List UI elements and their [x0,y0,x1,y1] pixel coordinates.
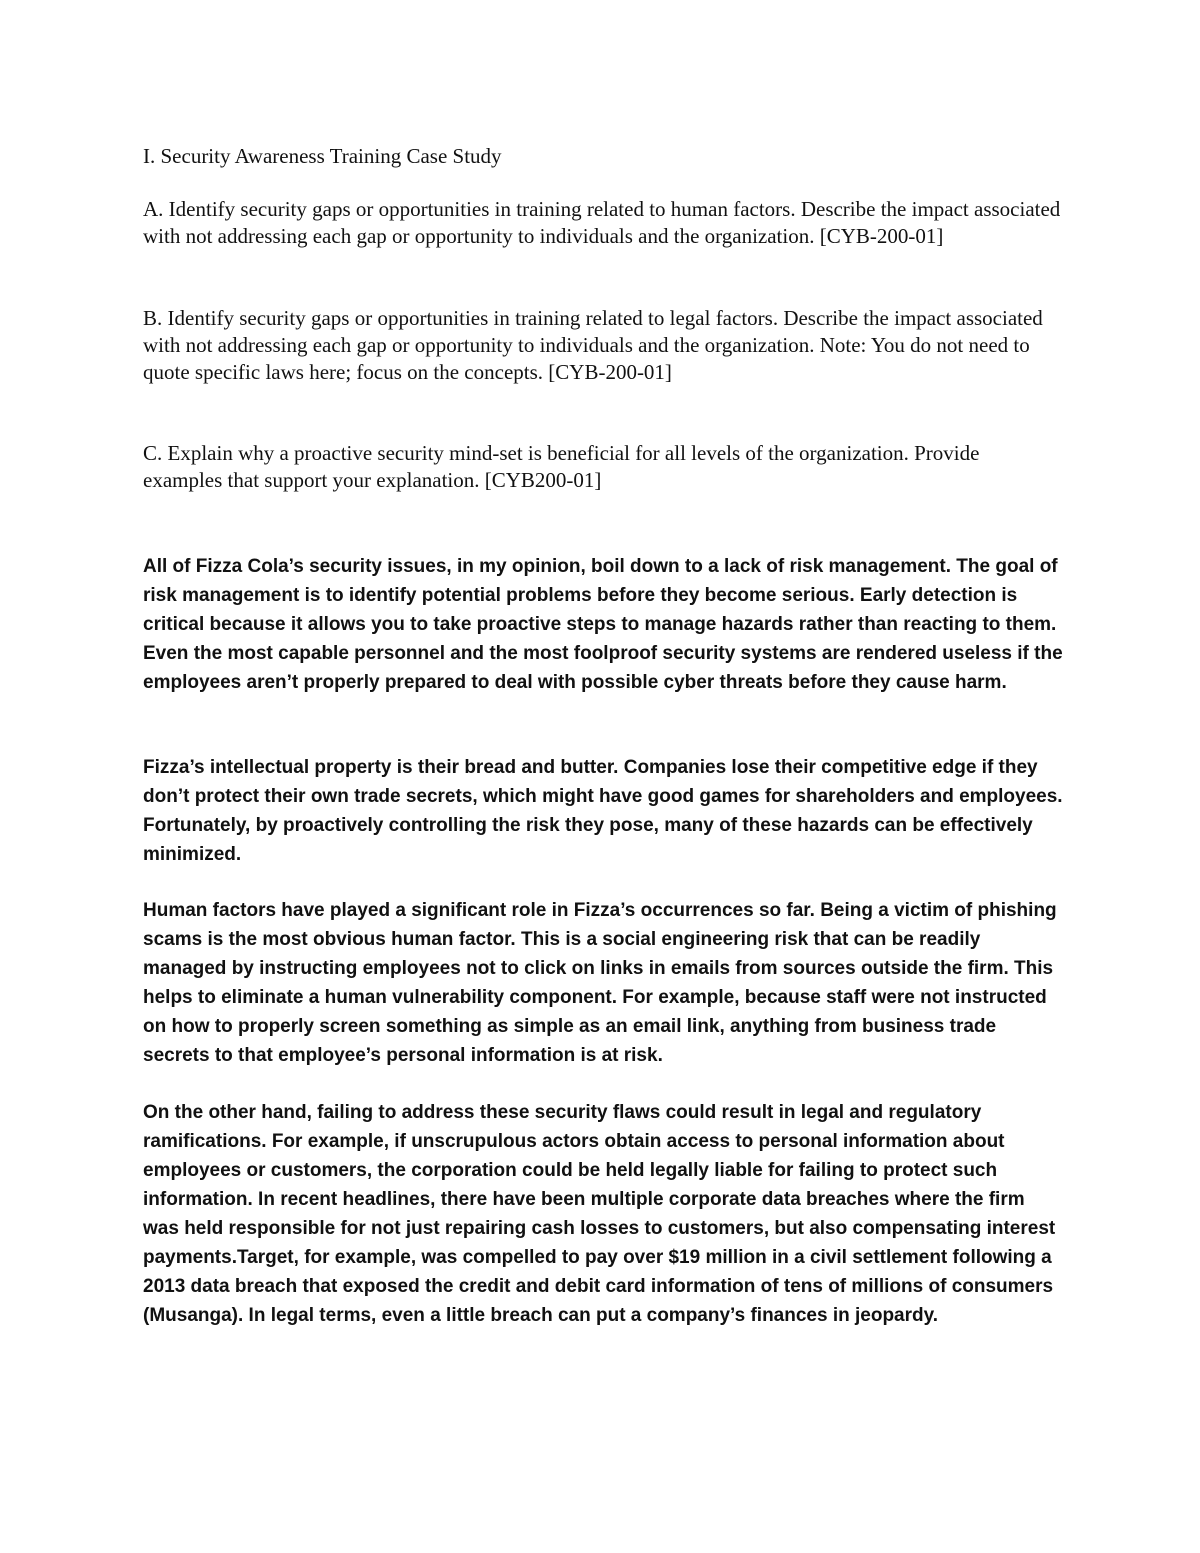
question-b: B. Identify security gaps or opportunities in training related to legal factors. Describe the impact associated with not addressing each gap or opportunity to individuals and the organization. Note: You do not need to quote specific laws here; focus on the concepts. [CYB-200-01] [143,306,1043,384]
question-a: A. Identify security gaps or opportunities in training related to human factors. Describe the impact associated with not addressing each gap or opportunity to individuals and the organization. [CYB-200-01] [143,197,1061,248]
answer-paragraph: Human factors have played a significant role in Fizza’s occurrences so far. Being a victim of phishing scams is the most obvious human factor. This is a social engineering risk that can be readily managed by instructing employees not to click on links in emails from sources outside the firm. This helps to eliminate a human vulnerability component. For example, because staff were not instructed on how to properly screen something as simple as an email link, anything from business trade secrets to that employee’s personal information is at risk. [143,900,1057,1066]
answer-paragraph: Fizza’s intellectual property is their bread and butter. Companies lose their competitive edge if they don’t protect their own trade secrets, which might have good games for shareholders and employees. Fortunately, by proactively controlling the risk they pose, many of these hazards can be effectively minimized. [143,757,1063,865]
answer-paragraph: On the other hand, failing to address these security flaws could result in legal and regulatory ramifications. For example, if unscrupulous actors obtain access to personal information about employees or customers, the corporation could be held legally liable for failing to protect such information. In recent headlines, there have been multiple corporate data breaches where the firm was held responsible for not just repairing cash losses to customers, but also compensating interest payments.Target, for example, was compelled to pay over $19 million in a civil settlement following a 2013 data breach that exposed the credit and debit card information of tens of millions of consumers (Musanga). In legal terms, even a little breach can put a company’s finances in jeopardy. [143,1102,1056,1326]
question-c: C. Explain why a proactive security mind-set is beneficial for all levels of the organization. Provide examples that support your explanation. [CYB200-01] [143,441,980,492]
document-heading: I. Security Awareness Training Case Study [143,144,502,168]
answer-paragraph: All of Fizza Cola’s security issues, in my opinion, boil down to a lack of risk management. The goal of risk management is to identify potential problems before they become serious. Early detection is critical because it allows you to take proactive steps to manage hazards rather than reacting to them. Even the most capable personnel and the most foolproof security systems are rendered useless if the employees aren’t properly prepared to deal with possible cyber threats before they cause harm. [143,556,1063,693]
